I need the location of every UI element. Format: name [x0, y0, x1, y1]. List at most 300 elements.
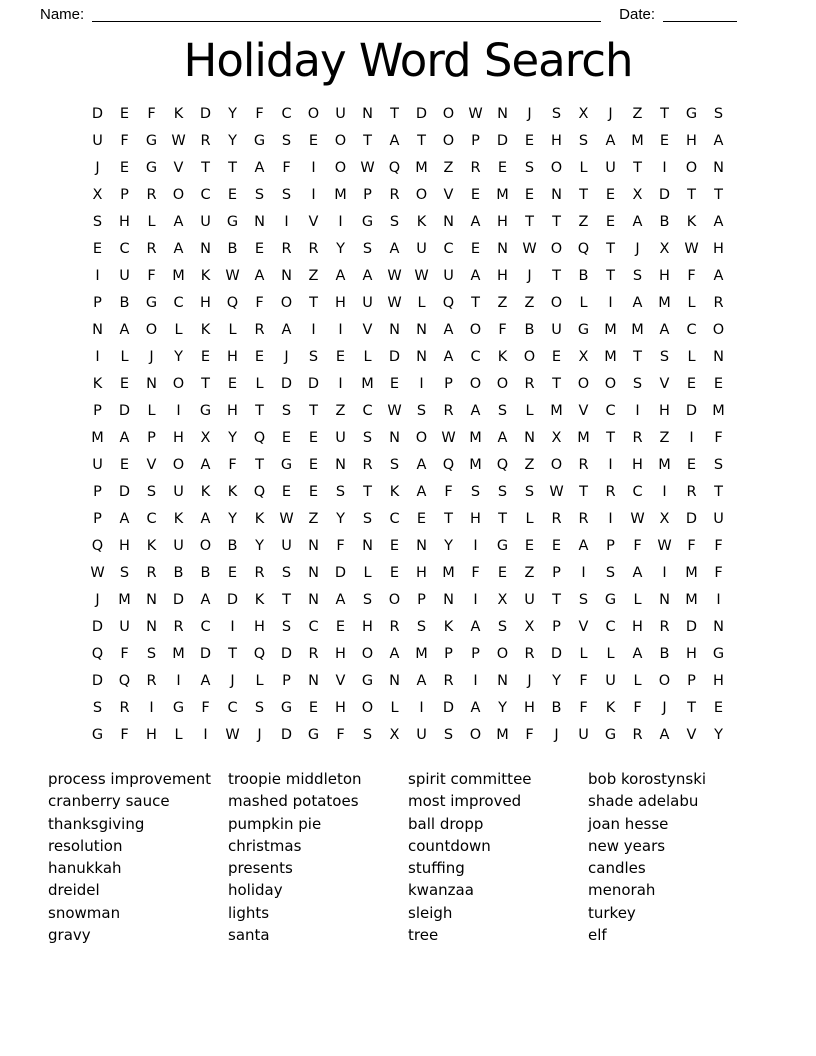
grid-cell: U — [713, 510, 724, 527]
grid-cell: P — [93, 483, 102, 500]
grid-cell: Q — [388, 159, 401, 176]
grid-cell: D — [172, 591, 185, 608]
grid-cell: E — [470, 186, 481, 203]
grid-cell: N — [308, 591, 319, 608]
grid-cell: P — [120, 186, 129, 203]
grid-cell: S — [578, 132, 589, 149]
grid-cell: G — [604, 726, 617, 743]
grid-cell: F — [714, 537, 723, 554]
grid-cell: S — [254, 699, 265, 716]
grid-cell: F — [471, 564, 480, 581]
grid-cell: L — [255, 672, 264, 689]
grid-cell: M — [685, 564, 698, 581]
grid-cell: M — [658, 294, 671, 311]
grid-cell: T — [282, 591, 291, 608]
grid-cell: S — [389, 456, 400, 473]
grid-cell: E — [308, 699, 319, 716]
grid-cell: A — [443, 348, 454, 365]
grid-cell: A — [497, 429, 508, 446]
grid-cell: B — [551, 699, 562, 716]
grid-cell: W — [360, 159, 375, 176]
word-item: dreidel — [48, 881, 100, 900]
grid-cell: Y — [498, 699, 507, 716]
grid-cell: I — [284, 213, 289, 230]
grid-cell: T — [687, 699, 696, 716]
grid-cell: N — [713, 618, 724, 635]
grid-cell: R — [524, 375, 535, 392]
word-item: mashed potatoes — [228, 792, 359, 811]
grid-cell: K — [389, 483, 400, 500]
grid-cell: R — [632, 726, 643, 743]
grid-cell: Z — [443, 159, 454, 176]
grid-cell: M — [631, 321, 644, 338]
grid-cell: F — [687, 537, 696, 554]
grid-cell: V — [578, 618, 589, 635]
grid-cell: V — [659, 375, 670, 392]
grid-cell: W — [414, 267, 429, 284]
grid-cell: O — [199, 537, 212, 554]
grid-cell: I — [338, 213, 343, 230]
word-item: troopie middleton — [228, 770, 362, 788]
grid-cell: S — [713, 105, 724, 122]
grid-cell: T — [498, 510, 507, 527]
grid-cell: S — [119, 564, 130, 581]
grid-cell: L — [525, 402, 534, 419]
grid-cell: L — [363, 564, 372, 581]
grid-cell: U — [578, 726, 589, 743]
grid-cell: W — [387, 294, 402, 311]
grid-cell: Y — [714, 726, 723, 743]
grid-cell: A — [335, 267, 346, 284]
grid-cell: P — [552, 618, 561, 635]
grid-cell: N — [92, 321, 103, 338]
grid-cell: A — [119, 429, 130, 446]
grid-cell: A — [335, 591, 346, 608]
grid-cell: P — [444, 375, 453, 392]
grid-cell: I — [176, 402, 181, 419]
grid-cell: E — [713, 375, 724, 392]
grid-cell: T — [606, 267, 615, 284]
grid-cell: S — [416, 618, 427, 635]
grid-cell: A — [578, 537, 589, 554]
grid-cell: D — [388, 348, 401, 365]
grid-cell: T — [201, 375, 210, 392]
grid-cell: E — [551, 348, 562, 365]
grid-cell: R — [308, 645, 319, 662]
grid-cell: Z — [308, 267, 319, 284]
grid-cell: L — [525, 510, 534, 527]
grid-cell: R — [659, 618, 670, 635]
grid-cell: N — [389, 672, 400, 689]
grid-cell: C — [443, 240, 454, 257]
grid-cell: T — [687, 186, 696, 203]
grid-cell: I — [689, 429, 694, 446]
grid-cell: M — [91, 429, 104, 446]
grid-cell: U — [362, 294, 373, 311]
grid-cell: H — [470, 510, 481, 527]
word-item: presents — [228, 859, 293, 878]
grid-cell: S — [524, 159, 535, 176]
grid-cell: R — [443, 402, 454, 419]
grid-cell: N — [416, 348, 427, 365]
grid-cell: C — [200, 186, 211, 203]
grid-cell: E — [200, 348, 211, 365]
grid-cell: R — [173, 618, 184, 635]
word-item: joan hesse — [588, 814, 669, 833]
grid-cell: I — [176, 672, 181, 689]
grid-cell: E — [389, 564, 400, 581]
grid-cell: I — [473, 672, 478, 689]
grid-cell: R — [119, 699, 130, 716]
grid-cell: O — [334, 132, 347, 149]
grid-cell: B — [227, 240, 238, 257]
grid-cell: S — [632, 375, 643, 392]
grid-cell: H — [335, 645, 346, 662]
grid-cell: U — [416, 726, 427, 743]
grid-cell: A — [632, 213, 643, 230]
grid-cell: F — [714, 429, 723, 446]
grid-cell: T — [390, 105, 399, 122]
word-item: process improvement — [48, 770, 212, 788]
grid-cell: H — [119, 213, 130, 230]
word-column — [48, 768, 228, 946]
grid-cell: H — [200, 294, 211, 311]
grid-cell: R — [551, 510, 562, 527]
grid-cell: N — [308, 564, 319, 581]
grid-cell: S — [308, 348, 319, 365]
grid-cell: I — [419, 375, 424, 392]
grid-cell: Z — [497, 294, 508, 311]
grid-cell: H — [686, 132, 697, 149]
word-item: sleigh — [408, 903, 453, 922]
grid-cell: P — [147, 429, 156, 446]
grid-cell: A — [254, 159, 265, 176]
grid-cell: H — [119, 537, 130, 554]
grid-cell: M — [172, 267, 185, 284]
grid-cell: Z — [308, 510, 319, 527]
grid-cell: Y — [255, 537, 264, 554]
word-item: christmas — [228, 836, 302, 855]
grid-cell: M — [604, 348, 617, 365]
word-item: cranberry sauce — [48, 792, 170, 811]
name-label: Name: — [40, 6, 85, 23]
grid-cell: U — [119, 267, 130, 284]
grid-cell: R — [443, 672, 454, 689]
grid-cell: Y — [228, 429, 237, 446]
grid-cell: E — [389, 375, 400, 392]
grid-cell: Q — [253, 645, 266, 662]
grid-cell: W — [279, 510, 294, 527]
grid-cell: D — [334, 564, 347, 581]
grid-cell: V — [443, 186, 454, 203]
grid-cell: S — [362, 591, 373, 608]
grid-cell: W — [90, 564, 105, 581]
grid-cell: W — [468, 105, 483, 122]
grid-cell: U — [335, 105, 346, 122]
grid-cell: T — [471, 294, 480, 311]
grid-cell: I — [419, 699, 424, 716]
grid-cell: I — [662, 159, 667, 176]
grid-cell: K — [497, 348, 508, 365]
grid-cell: U — [605, 159, 616, 176]
grid-cell: G — [91, 726, 104, 743]
word-item: shade adelabu — [588, 792, 699, 811]
grid-cell: P — [444, 645, 453, 662]
grid-cell: O — [550, 159, 563, 176]
grid-cell: I — [95, 267, 100, 284]
letter-grid — [84, 100, 732, 748]
grid-cell: O — [469, 375, 482, 392]
grid-cell: J — [95, 591, 100, 608]
grid-cell: E — [605, 186, 616, 203]
grid-cell: R — [254, 564, 265, 581]
grid-cell: I — [311, 159, 316, 176]
grid-cell: H — [524, 699, 535, 716]
grid-cell: S — [146, 645, 157, 662]
grid-cell: K — [416, 213, 427, 230]
grid-cell: T — [633, 348, 642, 365]
grid-cell: S — [362, 510, 373, 527]
grid-cell: H — [497, 213, 508, 230]
grid-cell: I — [716, 591, 721, 608]
grid-cell: P — [471, 645, 480, 662]
grid-cell: Q — [253, 429, 266, 446]
grid-cell: F — [525, 726, 534, 743]
grid-cell: I — [311, 321, 316, 338]
grid-cell: I — [230, 618, 235, 635]
grid-cell: M — [361, 375, 374, 392]
grid-cell: A — [416, 672, 427, 689]
grid-cell: F — [147, 267, 156, 284]
grid-cell: I — [662, 483, 667, 500]
grid-cell: G — [307, 726, 320, 743]
grid-cell: H — [686, 645, 697, 662]
grid-cell: T — [660, 105, 669, 122]
grid-cell: A — [632, 645, 643, 662]
grid-cell: X — [659, 510, 670, 527]
grid-cell: Q — [226, 294, 239, 311]
grid-cell: G — [361, 213, 374, 230]
grid-cell: H — [173, 429, 184, 446]
grid-cell: R — [605, 483, 616, 500]
grid-cell: P — [417, 591, 426, 608]
grid-cell: N — [308, 537, 319, 554]
grid-cell: N — [146, 375, 157, 392]
grid-cell: B — [659, 645, 670, 662]
grid-cell: D — [118, 483, 131, 500]
word-item: stuffing — [408, 859, 465, 878]
grid-cell: M — [496, 726, 509, 743]
grid-cell: N — [389, 321, 400, 338]
grid-cell: L — [606, 645, 615, 662]
grid-cell: W — [387, 402, 402, 419]
grid-cell: U — [281, 537, 292, 554]
grid-cell: A — [119, 321, 130, 338]
grid-cell: P — [363, 186, 372, 203]
grid-cell: W — [657, 537, 672, 554]
grid-cell: K — [254, 510, 265, 527]
grid-cell: Y — [174, 348, 183, 365]
word-item: ball dropp — [408, 814, 484, 833]
grid-cell: F — [498, 321, 507, 338]
word-item: countdown — [408, 836, 491, 855]
grid-cell: U — [200, 213, 211, 230]
grid-cell: E — [605, 213, 616, 230]
grid-cell: M — [442, 564, 455, 581]
grid-cell: F — [687, 267, 696, 284]
grid-cell: N — [443, 213, 454, 230]
grid-cell: H — [227, 402, 238, 419]
grid-cell: Q — [91, 645, 104, 662]
grid-cell: E — [551, 537, 562, 554]
grid-cell: R — [362, 456, 373, 473]
grid-cell: S — [524, 483, 535, 500]
grid-cell: P — [687, 672, 696, 689]
grid-cell: J — [284, 348, 289, 365]
grid-cell: I — [608, 294, 613, 311]
grid-cell: D — [91, 672, 104, 689]
grid-cell: G — [712, 645, 725, 662]
grid-cell: I — [608, 456, 613, 473]
word-item: kwanzaa — [408, 881, 474, 900]
grid-cell: D — [91, 618, 104, 635]
grid-cell: N — [146, 591, 157, 608]
grid-cell: T — [309, 294, 318, 311]
grid-cell: V — [578, 402, 589, 419]
grid-cell: R — [470, 159, 481, 176]
grid-cell: E — [470, 240, 481, 257]
grid-cell: J — [230, 672, 235, 689]
grid-cell: N — [416, 321, 427, 338]
grid-cell: N — [713, 348, 724, 365]
grid-cell: E — [281, 429, 292, 446]
grid-cell: A — [119, 510, 130, 527]
grid-cell: X — [659, 240, 670, 257]
grid-cell: L — [174, 726, 183, 743]
grid-cell: E — [254, 240, 265, 257]
grid-cell: W — [549, 483, 564, 500]
word-item: elf — [588, 926, 607, 945]
grid-cell: K — [686, 213, 697, 230]
grid-cell: E — [524, 186, 535, 203]
grid-cell: S — [254, 186, 265, 203]
word-item: hanukkah — [48, 859, 122, 878]
header — [0, 0, 816, 24]
grid-cell: E — [686, 375, 697, 392]
grid-cell: T — [444, 510, 453, 527]
grid-cell: S — [443, 726, 454, 743]
grid-cell: O — [496, 645, 509, 662]
grid-cell: A — [632, 564, 643, 581]
grid-cell: A — [416, 483, 427, 500]
grid-cell: E — [416, 510, 427, 527]
grid-cell: X — [497, 591, 508, 608]
grid-cell: A — [416, 456, 427, 473]
grid-cell: S — [281, 564, 292, 581]
grid-cell: S — [659, 348, 670, 365]
grid-cell: N — [416, 537, 427, 554]
grid-cell: H — [551, 132, 562, 149]
grid-cell: F — [336, 537, 345, 554]
grid-cell: E — [119, 456, 130, 473]
name-blank-line — [92, 7, 601, 22]
grid-cell: H — [497, 267, 508, 284]
grid-cell: B — [173, 564, 184, 581]
grid-cell: Y — [336, 510, 345, 527]
grid-cell: V — [335, 672, 346, 689]
grid-cell: D — [280, 375, 293, 392]
grid-cell: R — [281, 240, 292, 257]
grid-cell: A — [389, 240, 400, 257]
grid-cell: E — [524, 537, 535, 554]
grid-cell: L — [579, 159, 588, 176]
grid-cell: Y — [552, 672, 561, 689]
word-item: resolution — [48, 836, 123, 855]
grid-cell: A — [470, 618, 481, 635]
grid-cell: E — [281, 483, 292, 500]
grid-cell: K — [200, 321, 211, 338]
grid-cell: X — [632, 186, 643, 203]
grid-cell: L — [579, 294, 588, 311]
grid-cell: F — [228, 456, 237, 473]
grid-cell: I — [581, 564, 586, 581]
grid-cell: A — [254, 267, 265, 284]
grid-cell: A — [281, 321, 292, 338]
grid-cell: G — [145, 159, 158, 176]
grid-cell: X — [551, 429, 562, 446]
grid-cell: E — [119, 105, 130, 122]
grid-cell: C — [146, 510, 157, 527]
grid-cell: A — [443, 321, 454, 338]
grid-cell: Z — [578, 213, 589, 230]
grid-cell: Z — [632, 105, 643, 122]
word-item: turkey — [588, 903, 636, 922]
grid-cell: C — [173, 294, 184, 311]
grid-cell: M — [712, 402, 725, 419]
grid-cell: V — [146, 456, 157, 473]
grid-cell: A — [470, 699, 481, 716]
word-list — [48, 768, 816, 946]
grid-cell: W — [225, 726, 240, 743]
grid-cell: H — [659, 267, 670, 284]
grid-cell: T — [525, 213, 534, 230]
grid-cell: N — [524, 429, 535, 446]
grid-cell: F — [714, 564, 723, 581]
grid-cell: S — [281, 132, 292, 149]
grid-cell: E — [497, 159, 508, 176]
grid-cell: Q — [442, 456, 455, 473]
grid-cell: O — [307, 105, 320, 122]
grid-cell: J — [527, 672, 532, 689]
grid-cell: W — [225, 267, 240, 284]
word-column — [408, 768, 588, 946]
grid-cell: R — [200, 132, 211, 149]
grid-cell: I — [473, 591, 478, 608]
grid-cell: F — [255, 294, 264, 311]
grid-cell: T — [228, 159, 237, 176]
grid-cell: A — [389, 645, 400, 662]
grid-cell: B — [119, 294, 130, 311]
grid-cell: S — [362, 240, 373, 257]
grid-cell: D — [307, 375, 320, 392]
grid-cell: Y — [228, 105, 237, 122]
grid-cell: F — [633, 699, 642, 716]
grid-cell: R — [146, 672, 157, 689]
grid-cell: E — [335, 348, 346, 365]
grid-cell: E — [389, 537, 400, 554]
grid-cell: A — [200, 591, 211, 608]
grid-cell: O — [280, 294, 293, 311]
